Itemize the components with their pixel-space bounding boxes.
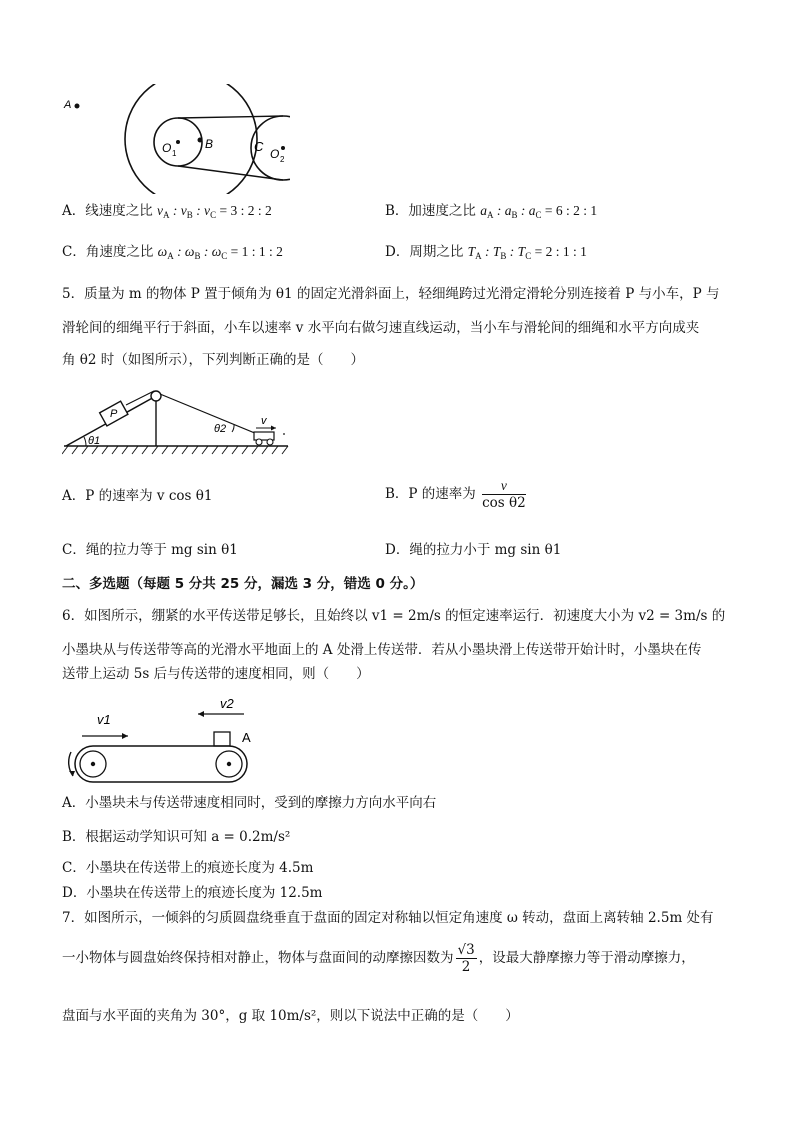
- q6-option-c: [62, 858, 313, 878]
- option-letter: C．: [62, 860, 86, 876]
- option-text: P 的速率为: [408, 486, 476, 502]
- q4-option-a: [62, 201, 272, 225]
- cart-wheel-left: [256, 439, 262, 445]
- q7-fraction: [456, 942, 477, 975]
- q5-option-b-fraction: [482, 478, 526, 511]
- angle-arc-2: [232, 424, 234, 432]
- v1-arrow-head: [122, 733, 128, 739]
- option-text: P 的速率为 v cos θ1: [85, 488, 213, 504]
- q5-line2: 滑轮间的细绳平行于斜面，小车以速率 v 水平向右做匀速直线运动，当小车与滑轮间的细绳和水平方向成夹: [62, 320, 700, 336]
- option-letter: D．: [385, 542, 410, 558]
- q5-line1: 5．质量为 m 的物体 P 置于倾角为 θ1 的固定光滑斜面上，轻细绳跨过光滑定滑轮分别连接着 P 与小车，P 与: [62, 286, 720, 302]
- q6-option-a: [62, 793, 436, 813]
- label-b: B: [205, 137, 214, 151]
- angle-arc-1: [84, 437, 86, 446]
- label-v: v: [261, 415, 267, 427]
- belt-top: [178, 116, 283, 118]
- label-a: A: [242, 730, 251, 745]
- q4-option-b: [385, 201, 597, 225]
- q4-option-b-formula: $a_A$ : $a_B$ : $a_C = 6$ : 2 : 1: [480, 203, 598, 220]
- center-o2: [281, 146, 285, 150]
- option-letter: A．: [62, 795, 86, 811]
- option-text: 绳的拉力小于 mg sin θ1: [409, 542, 562, 558]
- section-heading: 二、多选题（每题 5 分共 25 分，漏选 3 分，错选 0 分。）: [62, 576, 424, 592]
- q7-line2-pre: 一小物体与圆盘始终保持相对静止，物体与盘面间的动摩擦因数为: [62, 950, 454, 966]
- label-theta1: θ1: [88, 435, 101, 447]
- label-a: A: [64, 99, 72, 111]
- option-letter: D．: [62, 885, 87, 901]
- q6-option-d: [62, 883, 322, 903]
- belt-bottom: [178, 166, 283, 180]
- option-letter: B．: [385, 486, 409, 502]
- dot-mark: [283, 433, 285, 435]
- fraction-numerator: √3: [457, 942, 475, 958]
- q7-line2: [62, 942, 695, 975]
- option-letter: B．: [62, 829, 86, 845]
- right-roller-center: [227, 762, 231, 766]
- q6-line2: 小墨块从与传送带等高的光滑水平地面上的 A 处滑上传送带．若从小墨块滑上传送带开始计时，小墨块在传: [62, 642, 702, 658]
- label-c: C: [254, 139, 264, 154]
- point-a: [75, 104, 80, 109]
- option-text: 根据运动学知识可知 a = 0.2m/s²: [85, 829, 291, 845]
- v2-arrow-head: [198, 711, 204, 717]
- label-theta2: θ2: [214, 423, 227, 435]
- point-b: [198, 138, 203, 143]
- fraction-denominator: 2: [461, 959, 471, 975]
- label-o2-sub: 2: [280, 155, 285, 164]
- option-text: 线速度之比: [85, 203, 153, 219]
- label-o1-sub: 1: [172, 149, 177, 158]
- option-letter: A．: [62, 203, 86, 219]
- ink-block: [214, 732, 230, 746]
- q5-option-b: [385, 478, 528, 511]
- q6-figure: [62, 694, 272, 786]
- q4-option-d-formula: $T_A$ : $T_B$ : $T_C = 2$ : 1 : 1: [467, 244, 587, 261]
- option-text: 小墨块未与传送带速度相同时，受到的摩擦力方向水平向右: [85, 795, 437, 811]
- center-o1: [176, 140, 180, 144]
- label-p: P: [110, 408, 118, 420]
- rope-incline: [126, 391, 154, 405]
- velocity-arrow-head: [271, 426, 276, 431]
- rope-cart: [160, 394, 262, 436]
- label-o1: O: [162, 141, 172, 155]
- fraction-denominator: cos θ2: [482, 495, 526, 511]
- q5-line3: 角 θ2 时（如图所示），下列判断正确的是（ ）: [62, 352, 365, 368]
- q5-option-d: [385, 540, 561, 560]
- q4-option-c: [62, 242, 283, 266]
- q5-figure: [62, 384, 302, 460]
- option-text: 加速度之比: [408, 203, 476, 219]
- q5-option-a: [62, 486, 212, 506]
- left-roller-center: [91, 762, 95, 766]
- ground-hatch: [62, 446, 288, 454]
- q6-line1: 6．如图所示，绷紧的水平传送带足够长，且始终以 v1 = 2m/s 的恒定速率运行．初速度大小为 v2 = 3m/s 的: [62, 608, 726, 624]
- label-v1: v1: [97, 712, 111, 727]
- q7-line2-post: ，设最大静摩擦力等于滑动摩擦力，: [478, 950, 695, 966]
- q4-option-d: [385, 242, 587, 266]
- option-letter: D．: [385, 244, 410, 260]
- option-letter: B．: [385, 203, 409, 219]
- option-text: 小墨块在传送带上的痕迹长度为 4.5m: [85, 860, 314, 876]
- option-text: 周期之比: [409, 244, 464, 260]
- q4-figure-c-label: [250, 130, 280, 160]
- label-o2: O: [270, 147, 280, 161]
- option-text: 绳的拉力等于 mg sin θ1: [85, 542, 238, 558]
- q4-option-a-formula: $v_A$ : $v_B$ : $v_C = 3$ : 2 : 2: [157, 203, 272, 220]
- fraction-numerator: v: [482, 478, 526, 495]
- q6-option-b: [62, 827, 290, 847]
- q5-option-c: [62, 540, 238, 560]
- q7-line1: 7．如图所示，一倾斜的匀质圆盘绕垂直于盘面的固定对称轴以恒定角速度 ω 转动，盘面上离转轴 2.5m 处有: [62, 910, 714, 926]
- pulley: [151, 391, 161, 401]
- option-letter: C．: [62, 542, 86, 558]
- cart-wheel-right: [267, 439, 273, 445]
- option-letter: C．: [62, 244, 86, 260]
- q6-line3: 送带上运动 5s 后与传送带的速度相同，则（ ）: [62, 666, 370, 682]
- q4-option-c-formula: $\omega_A$ : $\omega_B$ : $\omega_C = 1$ : 1 : 2: [157, 244, 283, 261]
- q7-line3: 盘面与水平面的夹角为 30°，g 取 10m/s²，则以下说法中正确的是（ ）: [62, 1008, 519, 1024]
- option-text: 小墨块在传送带上的痕迹长度为 12.5m: [86, 885, 323, 901]
- label-v2: v2: [220, 696, 234, 711]
- option-text: 角速度之比: [85, 244, 154, 260]
- large-wheel: [125, 84, 257, 194]
- option-letter: A．: [62, 488, 86, 504]
